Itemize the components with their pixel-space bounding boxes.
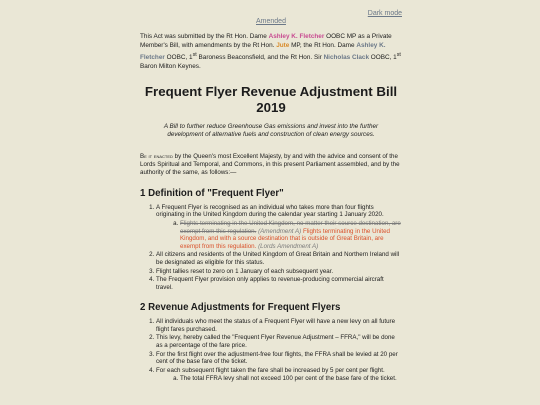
section-1-heading: 1 Definition of "Frequent Flyer" (140, 187, 284, 199)
top-bar (0, 8, 540, 26)
member-name-clack: Nicholas Clack (323, 53, 370, 61)
section-1-list (140, 204, 402, 292)
sub-list (156, 220, 402, 250)
bill-document (140, 33, 402, 384)
intro-text: Baroness Beaconsfield, and the Rt Hon. Sir (196, 53, 324, 61)
submission-note (140, 33, 402, 72)
intro-text: Baron Milton Keynes. (140, 62, 201, 70)
intro-text: OOBC, 1 (164, 53, 193, 61)
clause-text: A Frequent Flyer is recognised as an individual who takes more than four flights originating in the United Kingdom during the calendar year starting 1 January 2020. (156, 203, 384, 219)
inserted-text: Flights terminating in the United Kingdom, and with a source destination that is outside of Great Britain, are exempt from this regulation. (180, 227, 390, 250)
enacting-smallcaps: Be it enacted (140, 152, 173, 160)
list-item (156, 204, 402, 251)
list-item: 1. All individuals who meet the status of a Frequent Flyer will have a new levy on all future flight fares purchased. (156, 318, 402, 333)
bill-summary: A Bill to further reduce Greenhouse Gas emissions and invest into the further development of alternative fuels and construction of clean energy sources. (163, 122, 379, 138)
intro-text: This Act was submitted by the Rt Hon. Dame (140, 33, 269, 40)
list-item (156, 367, 402, 383)
section-2-list (140, 318, 402, 383)
clause-text: For each subsequent flight taken the fare shall be increased by 5 per cent per flight. (156, 366, 385, 374)
struck-text: Flights terminating in the United Kingdom, no matter their source destination, are exempt from this regulation. (180, 219, 401, 235)
enacting-formula (140, 153, 402, 177)
ordinal-suffix: st (396, 51, 401, 58)
list-item: 2. This levy, hereby called the "Frequent Flyer Revenue Adjustment – FFRA," will be done as a percentage of the fare price. (156, 334, 402, 349)
list-item: 3. For the first flight over the adjustment-free four flights, the FFRA shall be levied at 20 per cent of the base fare of the ticket. (156, 351, 402, 366)
sub-list-item (180, 220, 402, 250)
intro-text: OOBC, 1 (369, 53, 397, 61)
dark-mode-link[interactable]: Dark mode (367, 10, 402, 17)
intro-text: OOBC MP as a Private Member's Bill, with amendments by the Rt Hon. (140, 33, 392, 49)
member-name-fletcher: Ashley K. Fletcher (140, 41, 386, 61)
ordinal-suffix: st (192, 51, 197, 58)
amended-link[interactable]: Amended (256, 18, 286, 25)
section-2-heading: 2 Revenue Adjustments for Frequent Flyers (140, 302, 341, 314)
intro-text: MP, the Rt Hon. Dame (289, 41, 357, 49)
list-item: 4. The Frequent Flyer provision only applies to revenue-producing commercial aircraft travel. (156, 276, 402, 291)
amendment-note: (Amendment A) (258, 227, 302, 235)
member-name-fletcher: Ashley K. Fletcher (268, 33, 325, 40)
list-item: 3. Flight tallies reset to zero on 1 January of each subsequent year. (156, 268, 402, 276)
sub-list (156, 375, 402, 383)
sub-list-item: a. The total FFRA levy shall not exceed 100 per cent of the base fare of the ticket. (180, 375, 402, 383)
bill-title: Frequent Flyer Revenue Adjustment Bill 2019 (144, 83, 398, 115)
amendment-note: (Lords Amendment A) (258, 242, 319, 250)
member-name-jute: Jute (276, 41, 290, 49)
enacting-text: by the Queen's most Excellent Majesty, by and with the advice and consent of the Lords Spiritual and Temporal, and Commons, in this present Parliament assembled, and by the authority of the same, as follows:— (140, 152, 400, 176)
list-item: 2. All citizens and residents of the United Kingdom of Great Britain and Northern Ireland will be designated as eligible for this status. (156, 251, 402, 266)
